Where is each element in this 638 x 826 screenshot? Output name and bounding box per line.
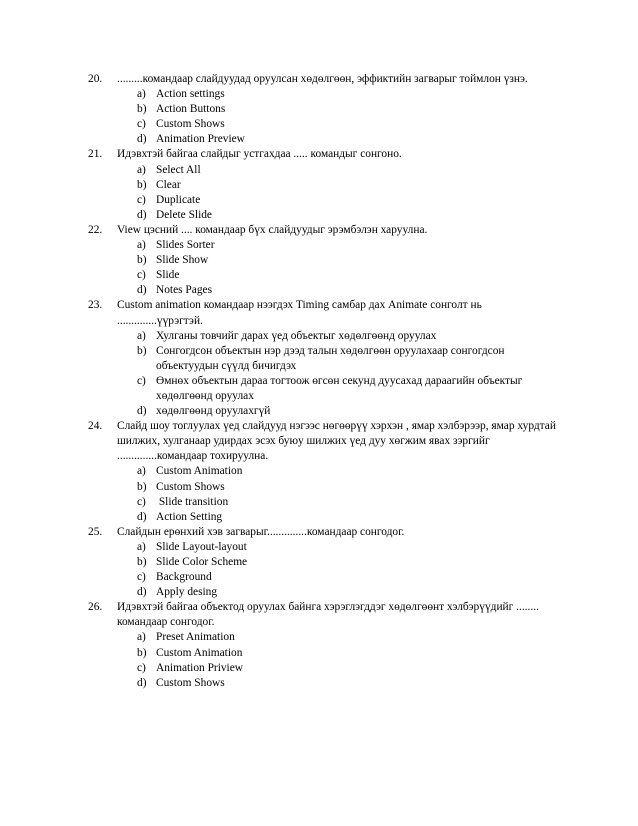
option-item xyxy=(0,163,638,178)
option-text: Action settings xyxy=(156,88,225,101)
options-list xyxy=(0,540,638,600)
option-text: Slides Sorter xyxy=(156,239,215,252)
question-text: Custom animation командаар нээгдэх Timing самбар дах Animate сонголт нь ..............үүрэгтэй. xyxy=(117,299,482,327)
option-item xyxy=(0,344,638,374)
option-item xyxy=(0,193,638,208)
option-item xyxy=(0,208,638,223)
option-letter: d) xyxy=(137,405,147,418)
option-item xyxy=(0,510,638,525)
option-letter: c) xyxy=(137,661,146,674)
options-list xyxy=(0,464,638,524)
option-letter: b) xyxy=(137,178,147,191)
option-text: Хулганы товчийг дарах үед объектыг хөдөлгөөнд оруулах xyxy=(156,329,437,342)
option-letter: c) xyxy=(137,374,146,387)
option-letter: c) xyxy=(137,193,146,206)
option-text: Duplicate xyxy=(156,193,201,206)
options-list xyxy=(0,238,638,298)
option-item xyxy=(0,374,638,404)
option-letter: a) xyxy=(137,631,146,644)
option-item xyxy=(0,646,638,661)
option-item xyxy=(0,87,638,102)
option-letter: d) xyxy=(137,676,147,689)
option-text: Slide Layout-layout xyxy=(156,540,247,553)
option-item xyxy=(0,585,638,600)
option-text: Өмнөх объектын дараа тогтоож өгсөн секунд дуусахад дараагийн объектыг хөдөлгөөнд оруулах xyxy=(156,374,523,402)
option-item xyxy=(0,238,638,253)
option-text: Custom Shows xyxy=(156,118,225,131)
option-letter: a) xyxy=(137,465,146,478)
option-text: Select All xyxy=(156,163,201,176)
question-number: 26. xyxy=(88,601,103,614)
option-text: Action Buttons xyxy=(156,103,226,116)
option-text: Slide transition xyxy=(156,495,229,508)
question-text: Идэвхтэй байгаа слайдыг устгахдаа ..... командыг сонгоно. xyxy=(117,148,402,161)
option-letter: b) xyxy=(137,103,147,116)
option-item xyxy=(0,464,638,479)
option-item xyxy=(0,661,638,676)
option-item xyxy=(0,132,638,147)
question-text: Слайдын ерөнхий хэв загварыг..............командаар сонгодог. xyxy=(117,525,405,538)
question-number: 25. xyxy=(88,525,103,538)
option-text: Preset Animation xyxy=(156,631,235,644)
question-23 xyxy=(0,298,638,328)
option-letter: b) xyxy=(137,480,147,493)
option-text: Custom Shows xyxy=(156,676,225,689)
option-item xyxy=(0,495,638,510)
option-item xyxy=(0,570,638,585)
question-25 xyxy=(0,525,638,540)
option-letter: a) xyxy=(137,329,146,342)
option-item xyxy=(0,178,638,193)
question-number: 22. xyxy=(88,223,103,236)
option-letter: d) xyxy=(137,586,147,599)
option-text: Background xyxy=(156,571,212,584)
option-item xyxy=(0,329,638,344)
question-24 xyxy=(0,419,638,464)
option-item xyxy=(0,630,638,645)
question-21 xyxy=(0,147,638,162)
option-letter: a) xyxy=(137,163,146,176)
option-text: Custom Animation xyxy=(156,465,243,478)
option-letter: d) xyxy=(137,208,147,221)
option-letter: c) xyxy=(137,571,146,584)
option-text: Notes Pages xyxy=(156,284,212,297)
option-letter: a) xyxy=(137,88,146,101)
option-item xyxy=(0,283,638,298)
option-text: Slide xyxy=(156,269,180,282)
option-letter: d) xyxy=(137,133,147,146)
options-list xyxy=(0,630,638,690)
option-text: Action Setting xyxy=(156,510,223,523)
option-letter: d) xyxy=(137,284,147,297)
option-text: Delete Slide xyxy=(156,208,212,221)
question-20 xyxy=(0,72,638,87)
option-letter: a) xyxy=(137,239,146,252)
question-text: View цэсний .... командаар бүх слайдуудыг эрэмбэлэн харуулна. xyxy=(117,223,428,236)
question-number: 24. xyxy=(88,420,103,433)
option-item xyxy=(0,268,638,283)
question-number: 20. xyxy=(88,73,103,85)
question-22 xyxy=(0,223,638,238)
option-item xyxy=(0,555,638,570)
options-list xyxy=(0,87,638,147)
option-item xyxy=(0,676,638,691)
option-text: Apply desing xyxy=(156,586,218,599)
option-letter: c) xyxy=(137,269,146,282)
option-item xyxy=(0,102,638,117)
option-letter: b) xyxy=(137,254,147,267)
option-text: Custom Animation xyxy=(156,646,243,659)
option-item xyxy=(0,404,638,419)
question-text: .........командаар слайдуудад оруулсан хөдөлгөөн, эффиктийн загварыг тоймлон үзнэ. xyxy=(117,73,528,85)
option-letter: b) xyxy=(137,344,147,357)
question-number: 23. xyxy=(88,299,103,312)
option-letter: b) xyxy=(137,556,147,568)
option-text: Slide Color Scheme xyxy=(156,556,248,568)
option-letter: b) xyxy=(137,646,147,659)
option-text: Slide Show xyxy=(156,254,209,267)
option-text: Сонгогдсон объектын нэр дээд талын хөдөлгөөн оруулахаар сонгогдсон объектуудын сүүлд бичигдэх xyxy=(156,344,505,372)
option-text: Clear xyxy=(156,178,181,191)
option-letter: d) xyxy=(137,510,147,523)
question-26 xyxy=(0,600,638,630)
document-page xyxy=(0,72,638,691)
option-letter: a) xyxy=(137,540,146,553)
option-text: Animation Priview xyxy=(156,661,244,674)
options-list xyxy=(0,329,638,420)
options-list xyxy=(0,163,638,223)
option-letter: c) xyxy=(137,118,146,131)
option-letter: c) xyxy=(137,495,146,508)
option-item xyxy=(0,480,638,495)
option-text: хөдөлгөөнд оруулахгүй xyxy=(156,405,271,418)
question-text: Слайд шоу тоглуулах үед слайдууд нэгээс нөгөөрүү хэрхэн , ямар хэлбэрээр, ямар хурдтай шилжих, хулганаар удирдах эсэх буюу шилжих үед дуу хөгжим явах зэргийг ..............командаар тохируулна. xyxy=(117,420,556,463)
option-item xyxy=(0,253,638,268)
option-text: Animation Preview xyxy=(156,133,245,146)
question-text: Идэвхтэй байгаа объектод оруулах байнга хэрэглэгддэг хөдөлгөөнт хэлбэрүүдийг ........ командаар сонгодог. xyxy=(117,601,539,629)
question-number: 21. xyxy=(88,148,103,161)
option-text: Custom Shows xyxy=(156,480,225,493)
option-item xyxy=(0,540,638,555)
option-item xyxy=(0,117,638,132)
